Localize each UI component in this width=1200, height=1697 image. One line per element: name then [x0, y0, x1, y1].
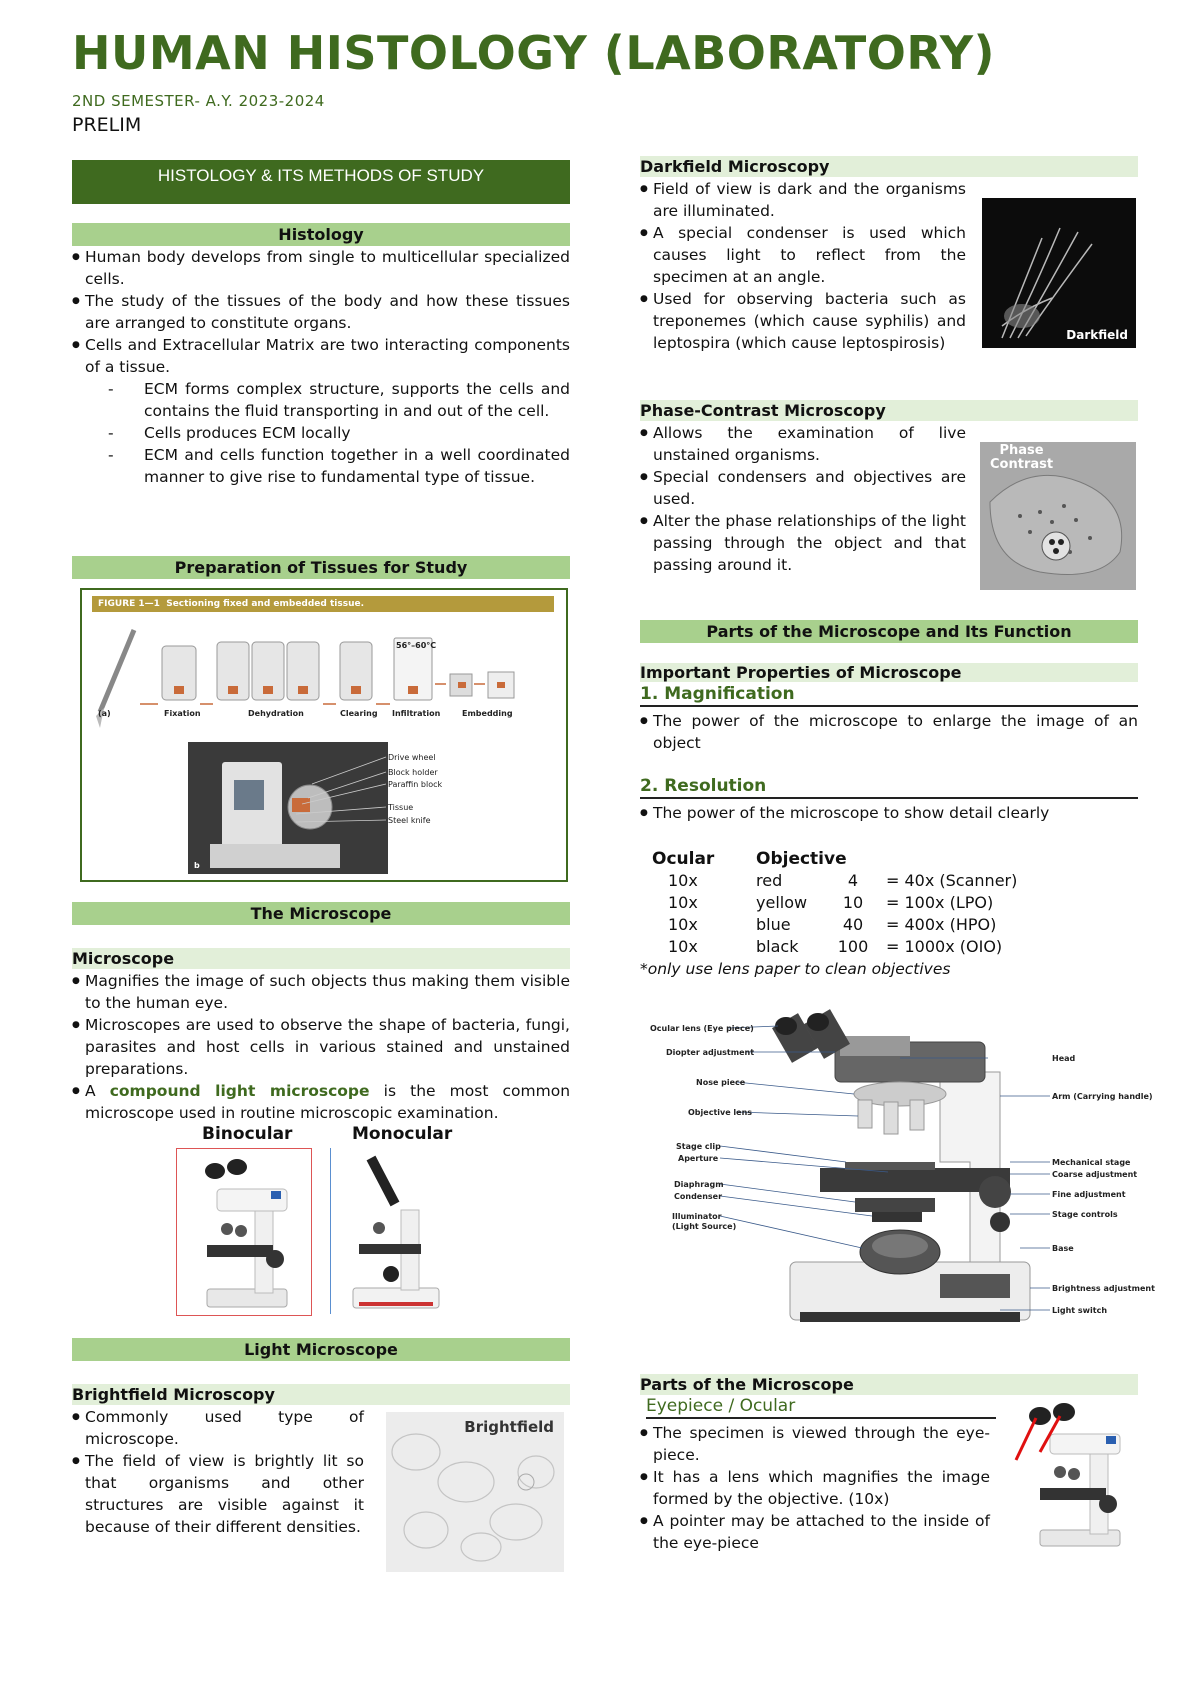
panel-b-label: b: [194, 861, 200, 870]
list-item: ● The study of the tissues of the body and how these tissues are arranged to constitute organs.: [72, 290, 570, 334]
darkfield-heading: Darkfield Microscopy: [640, 156, 1138, 177]
parts-heading: Parts of the Microscope: [640, 1374, 1138, 1395]
diagram-label: Fine adjustment: [1052, 1190, 1126, 1199]
light-microscope-heading: Light Microscope: [72, 1338, 570, 1361]
list-item: ● Commonly used type of microscope.: [72, 1406, 364, 1450]
step-label-embedding: Embedding: [462, 709, 513, 718]
diagram-label: Condenser: [674, 1192, 723, 1201]
resolution-title: 2. Resolution: [640, 776, 1138, 799]
diagram-label: Aperture: [678, 1154, 719, 1163]
table-row: 10x yellow 10 = 100x (LPO): [668, 893, 994, 912]
resolution-content: [640, 802, 1138, 824]
eyepiece-subheading: Eyepiece / Ocular: [646, 1396, 996, 1419]
lens-paper-note: *only use lens paper to clean objectives: [640, 960, 951, 978]
list-item: ● A special condenser is used which causes light to reflect from the specimen at an angle.: [640, 222, 966, 288]
preparation-heading: Preparation of Tissues for Study: [72, 556, 570, 579]
list-item: ● It has a lens which magnifies the image formed by the objective. (10x): [640, 1466, 990, 1510]
microscope-subheading: Microscope: [72, 948, 570, 969]
list-item: ● Used for observing bacteria such as treponemes (which cause syphilis) and leptospira (which cause leptospirosis): [640, 288, 966, 354]
step-label-infiltration: Infiltration: [392, 709, 441, 718]
brightfield-image: [386, 1412, 564, 1572]
diagram-label: Arm (Carrying handle): [1052, 1092, 1153, 1101]
list-item: ● Human body develops from single to multicellular specialized cells.: [72, 246, 570, 290]
list-item: ● Cells and Extracellular Matrix are two interacting components of a tissue.: [72, 334, 570, 378]
list-item: ● A compound light microscope is the most common microscope used in routine microscopic examination.: [72, 1080, 570, 1124]
lens-magnification-table: [652, 848, 1017, 958]
diagram-label: Stage clip: [676, 1142, 721, 1151]
properties-heading: Important Properties of Microscope: [640, 663, 1138, 682]
diagram-label: Brightness adjustment: [1052, 1284, 1155, 1293]
list-item: ● A pointer may be attached to the inside of the eye-piece: [640, 1510, 990, 1554]
tissue-sectioning-figure: [80, 588, 568, 882]
list-item: - ECM and cells function together in a well coordinated manner to give rise to fundamental type of tissue.: [144, 444, 570, 488]
darkfield-content: [640, 178, 966, 354]
sectioning-process-illustration: [82, 612, 566, 880]
list-item: ● The power of the microscope to enlarge the image of an object: [640, 710, 1138, 754]
darkfield-image: [982, 198, 1136, 348]
temperature-label: 56°–60°C: [396, 641, 437, 650]
page-title: HUMAN HISTOLOGY (LABORATORY): [72, 26, 996, 80]
list-item: ● The power of the microscope to show detail clearly: [640, 802, 1138, 824]
brightfield-image-label: Brightfield: [464, 1418, 554, 1436]
histology-content: [72, 246, 570, 488]
diagram-label: Light switch: [1052, 1306, 1108, 1315]
diagram-label: Objective lens: [688, 1108, 753, 1117]
phase-contrast-heading: Phase-Contrast Microscopy: [640, 400, 1138, 421]
microscope-parts-diagram: [640, 1012, 1155, 1342]
eyepiece-microscope-image: [1010, 1400, 1136, 1550]
parts-function-heading: Parts of the Microscope and Its Function: [640, 620, 1138, 643]
microtome-label: Drive wheel: [388, 753, 436, 762]
diagram-label: Ocular lens (Eye piece): [650, 1024, 754, 1033]
table-row: 10x red 4 = 40x (Scanner): [668, 871, 1018, 890]
brightfield-subheading: Brightfield Microscopy: [72, 1384, 570, 1405]
microscope-heading: The Microscope: [72, 902, 570, 925]
list-item: - ECM forms complex structure, supports the cells and contains the fluid transporting in and out of the cell.: [144, 378, 570, 422]
diagram-label: Diopter adjustment: [666, 1048, 755, 1057]
diagram-label: Diaphragm: [674, 1180, 724, 1189]
histology-heading: Histology: [72, 223, 570, 246]
table-row: 10x black 100 = 1000x (OIO): [668, 937, 1003, 956]
monocular-microscope-image: [330, 1148, 465, 1314]
list-item: ● The specimen is viewed through the eye-piece.: [640, 1422, 990, 1466]
diagram-label: Stage controls: [1052, 1210, 1118, 1219]
microscope-content: [72, 970, 570, 1124]
term-label: PRELIM: [72, 114, 142, 136]
diagram-label: Base: [1052, 1244, 1074, 1253]
list-item: ● Allows the examination of live unstained organisms.: [640, 422, 966, 466]
phase-contrast-content: [640, 422, 966, 576]
monocular-label: Monocular: [352, 1124, 453, 1144]
binocular-label: Binocular: [202, 1124, 293, 1144]
binocular-microscope-image: [176, 1148, 312, 1316]
diagram-label: (Light Source): [672, 1222, 737, 1231]
diagram-label: Illuminator: [672, 1212, 722, 1221]
phase-contrast-image: [980, 442, 1136, 590]
step-label-fixation: Fixation: [164, 709, 201, 718]
list-item: ● Magnifies the image of such objects thus making them visible to the human eye.: [72, 970, 570, 1014]
diagram-label: Coarse adjustment: [1052, 1170, 1138, 1179]
embedding-blocks: [450, 672, 514, 698]
list-item: ● Field of view is dark and the organisms are illuminated.: [640, 178, 966, 222]
diagram-label: Head: [1052, 1054, 1076, 1063]
list-item: - Cells produces ECM locally: [144, 422, 570, 444]
table-row: 10x blue 40 = 400x (HPO): [668, 915, 997, 934]
microtome-label: Paraffin block: [388, 780, 443, 789]
magnification-content: [640, 710, 1138, 754]
microtome-label: Steel knife: [388, 816, 431, 825]
phase-contrast-image-label: Phase Contrast: [990, 443, 1054, 472]
semester-subtitle: 2ND SEMESTER- A.Y. 2023-2024: [72, 92, 325, 110]
table-header-ocular: Ocular: [652, 849, 715, 869]
darkfield-image-label: Darkfield: [1066, 328, 1128, 342]
step-label-dehydration: Dehydration: [248, 709, 304, 718]
list-item: ● The field of view is brightly lit so that organisms and other structures are visible against it because of their different densities.: [72, 1450, 364, 1538]
magnification-title: 1. Magnification: [640, 684, 1138, 707]
step-label-clearing: Clearing: [340, 709, 378, 718]
step-label-a: (a): [98, 709, 111, 718]
main-section-header: HISTOLOGY & ITS METHODS OF STUDY: [72, 160, 570, 204]
list-item: ● Special condensers and objectives are used.: [640, 466, 966, 510]
list-item: ● Alter the phase relationships of the light passing through the object and that passing around it.: [640, 510, 966, 576]
diagram-label: Nose piece: [696, 1078, 746, 1087]
table-header-objective: Objective: [756, 849, 847, 869]
brightfield-content: [72, 1406, 364, 1538]
compound-microscope-term: compound light microscope: [109, 1082, 370, 1100]
list-item: ● Microscopes are used to observe the shape of bacteria, fungi, parasites and host cells in various stained and unstained preparations.: [72, 1014, 570, 1080]
microtome-label: Tissue: [388, 803, 414, 812]
figure-title-bar: FIGURE 1—1 Sectioning fixed and embedded tissue.: [92, 596, 554, 612]
microtome-label: Block holder: [388, 768, 438, 777]
diagram-label: Mechanical stage: [1052, 1158, 1131, 1167]
eyepiece-content: [640, 1422, 990, 1554]
